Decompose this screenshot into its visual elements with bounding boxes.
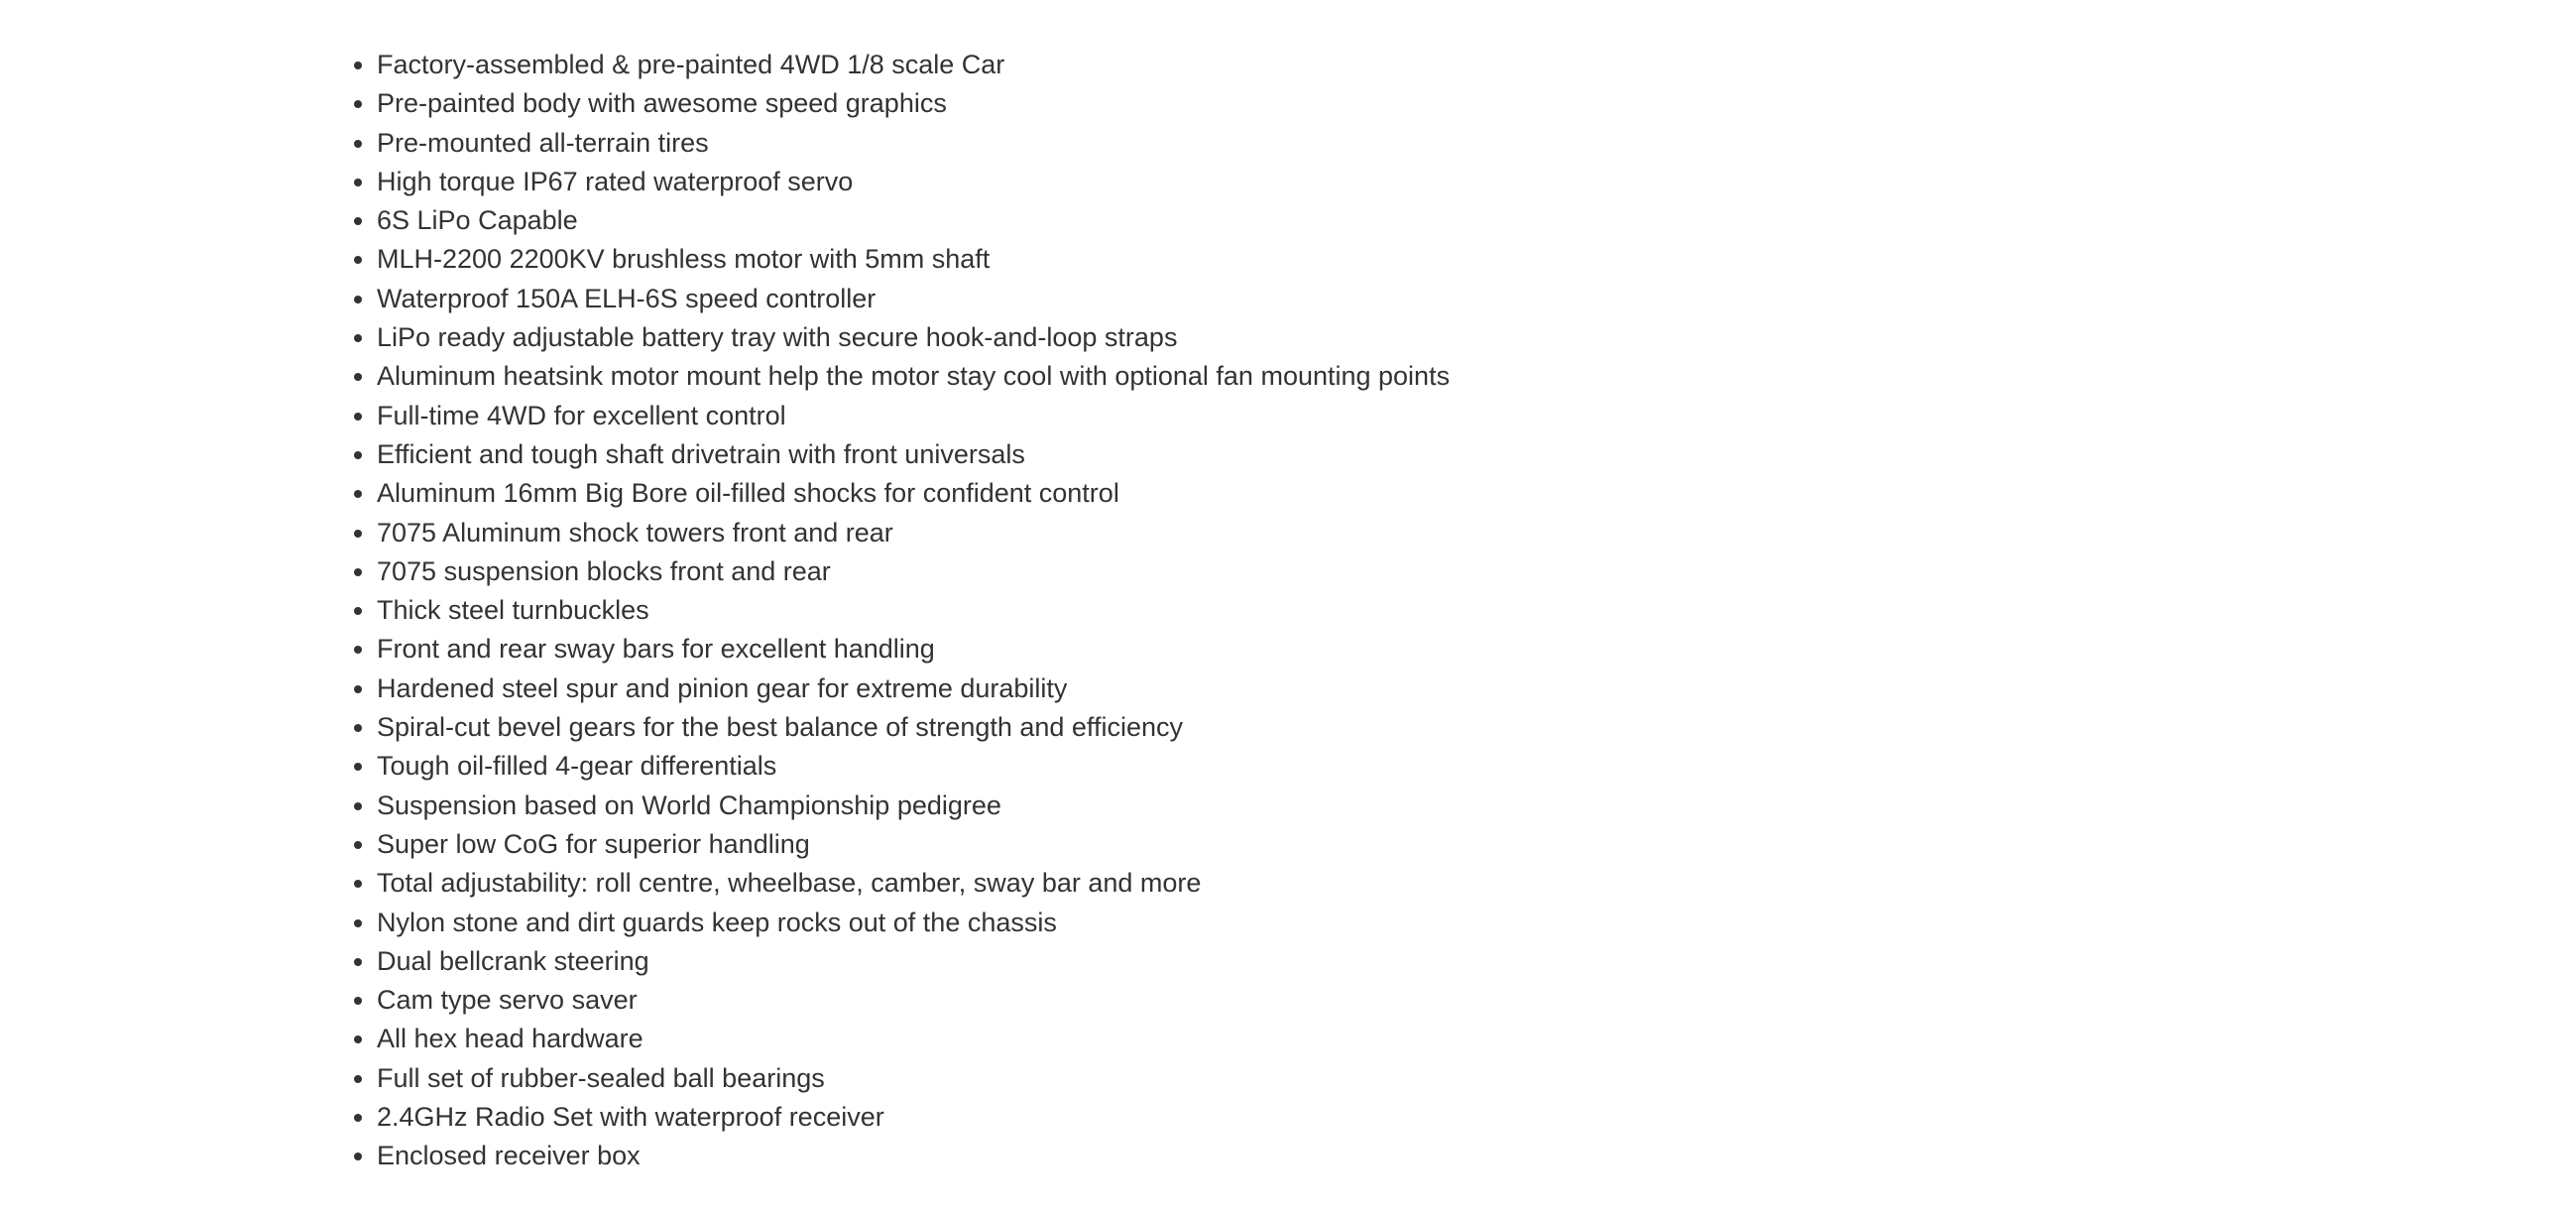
list-item: • Nylon stone and dirt guards keep rocks out of the chassis [377, 904, 1450, 942]
list-item: • Front and rear sway bars for excellent handling [377, 630, 1450, 669]
list-item: • Hardened steel spur and pinion gear for extreme durability [377, 669, 1450, 708]
list-item: • MLH-2200 2200KV brushless motor with 5mm shaft [377, 240, 1450, 279]
list-item: • Super low CoG for superior handling [377, 825, 1450, 864]
list-item: • Spiral-cut bevel gears for the best balance of strength and efficiency [377, 708, 1450, 747]
list-item: • High torque IP67 rated waterproof servo [377, 163, 1450, 201]
list-item: • Pre-mounted all-terrain tires [377, 124, 1450, 163]
list-item: • 7075 Aluminum shock towers front and rear [377, 514, 1450, 552]
list-item: • 7075 suspension blocks front and rear [377, 552, 1450, 591]
list-item: • Aluminum 16mm Big Bore oil-filled shocks for confident control [377, 474, 1450, 513]
list-item: • Factory-assembled & pre-painted 4WD 1/8 scale Car [377, 46, 1450, 84]
list-item: • Full-time 4WD for excellent control [377, 397, 1450, 435]
list-item: • Thick steel turnbuckles [377, 591, 1450, 630]
list-item: • 2.4GHz Radio Set with waterproof receiver [377, 1098, 1450, 1137]
list-item: • Aluminum heatsink motor mount help the motor stay cool with optional fan mounting points [377, 357, 1450, 396]
list-item: • Waterproof 150A ELH-6S speed controller [377, 280, 1450, 318]
list-item: • 6S LiPo Capable [377, 201, 1450, 240]
list-item: • Enclosed receiver box [377, 1137, 1450, 1175]
list-item: • All hex head hardware [377, 1020, 1450, 1058]
list-item: • LiPo ready adjustable battery tray with secure hook-and-loop straps [377, 318, 1450, 357]
list-item: • Efficient and tough shaft drivetrain with front universals [377, 435, 1450, 474]
list-item: • Pre-painted body with awesome speed graphics [377, 84, 1450, 123]
list-item: • Total adjustability: roll centre, wheelbase, camber, sway bar and more [377, 864, 1450, 903]
list-item: • Full set of rubber-sealed ball bearings [377, 1059, 1450, 1098]
list-item: • Suspension based on World Championship pedigree [377, 787, 1450, 825]
feature-list [377, 46, 1450, 1176]
list-item: • Tough oil-filled 4-gear differentials [377, 747, 1450, 786]
list-item: • Cam type servo saver [377, 981, 1450, 1020]
list-item: • Dual bellcrank steering [377, 942, 1450, 981]
